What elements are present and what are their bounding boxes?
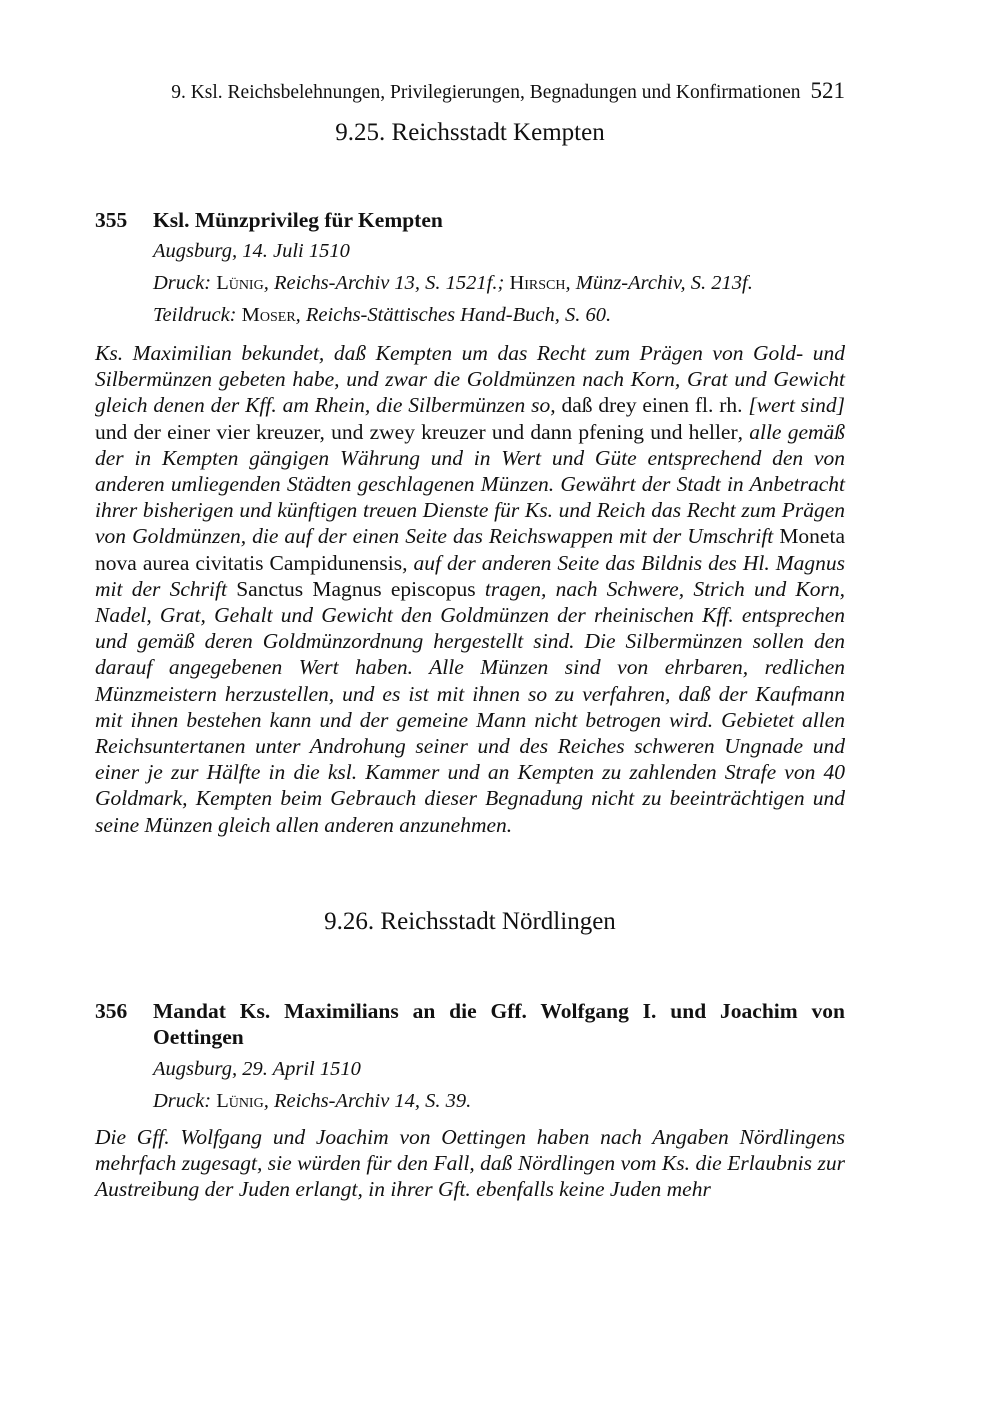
entry-regest-355 [95,340,845,838]
entry-heading-355 [95,207,845,233]
entry-place-date: Augsburg, 14. Juli 1510 [153,240,350,262]
entry-number: 356 [95,999,128,1023]
entry-regest-356: Die Gff. Wolfgang und Joachim von Oettingen haben nach Angaben Nördlingens mehrfach zugesagt, sie würden für den Fall, daß Nördlingen vom Ks. die Erlaubnis zur Austreibung der Juden erlangt, in ihrer Gft. ebenfalls keine Juden mehr [95,1125,845,1202]
entry-heading-356 [95,998,845,1050]
section-title-noerdlingen: 9.26. Reichsstadt Nördlingen [324,908,616,935]
druck-author: Lünig [216,1090,264,1112]
regest-text: , auf der anderen Seite das Bildnis des Hl. Magnus mit der Schrift [95,550,846,601]
regest-text: , alle gemäß der in Kempten gängigen Währung und in Wert und Güte entsprechend den von anderen umliegenden Städten geschlagenen Münzen. Gewährt der Stadt in Anbetracht ihrer bisherigen und künftigen treuen Dienste für Ks. und Reich das Recht zum Prägen von Goldmünzen, die auf der einen Seite das Reichswappen mit der Umschrift [95,419,846,549]
druck-label: Druck: [153,272,212,294]
druck-work: , Reichs-Archiv 14, S. 39. [263,1090,472,1112]
teildruck-label: Teildruck: [153,304,237,326]
druck-work: , Münz-Archiv, S. 213f. [565,272,753,294]
regest-text: Ks. Maximilian bekundet, daß Kempten um das Recht zum Prägen von Gold- und Silbermünzen gebeten habe, und zwar die Goldmünzen nach Korn, Grat und Gewicht gleich denen der Kff. am Rhein, die Silbermünzen so, [95,341,845,418]
running-head-text: 9. Ksl. Reichsbelehnungen, Privilegierungen, Begnadungen und Konfirmationen [171,82,801,103]
quoted-inscription: Sanctus Magnus episcopus [236,576,476,601]
entry-place-date: Augsburg, 29. April 1510 [153,1058,361,1080]
running-head [95,78,845,104]
entry-title: Ksl. Münzprivileg für Kempten [153,208,443,232]
druck-work: , Reichs-Archiv 13, S. 1521f.; [263,272,510,294]
page-number: 521 [810,78,845,103]
teildruck-author: Moser [241,304,296,326]
entry-number: 355 [95,208,128,232]
druck-author: Hirsch [509,272,566,294]
editorial-insertion: [wert sind] [748,393,845,418]
quoted-text: daß drey einen fl. rh. [561,393,749,418]
druck-author: Lünig [216,272,264,294]
teildruck-work: , Reichs-Stättisches Hand-Buch, S. 60. [295,304,612,326]
section-title-kempten: 9.25. Reichsstadt Kempten [335,119,605,146]
entry-druck [153,272,853,295]
entry-druck [153,1090,853,1113]
entry-title: Mandat Ks. Maximilians an die Gff. Wolfgang I. und Joachim von Oettingen [153,999,845,1049]
quoted-inscription: Moneta nova aurea civitatis Campidunensis [95,524,845,575]
entry-teildruck [153,304,853,327]
quoted-text: und der einer vier kreuzer, und zwey kreuzer und dann pfening und heller [95,419,738,444]
druck-label: Druck: [153,1090,212,1112]
regest-text: tragen, nach Schwere, Strich und Korn, Nadel, Grat, Gehalt und Gewicht den Goldmünzen der rheinischen Kff. entsprechen und gemäß deren Goldmünzordnung hergestellt sind. Die Silbermünzen sollen den darauf angegebenen Wert haben. Alle Münzen sind von ehrbaren, redlichen Münzmeistern herzustellen, und es ist mit ihnen so zu verfahren, daß der Kaufmann mit ihnen bestehen kann und der gemeine Mann nicht betrogen wird. Gebietet allen Reichsuntertanen unter Androhung seiner und des Reiches schweren Ungnade und einer je zur Hälfte in die ksl. Kammer und an Kempten zu zahlenden Strafe von 40 Goldmark, Kempten beim Gebrauch dieser Begnadung nicht zu beeinträchtigen und seine Münzen gleich allen anderen anzunehmen. [95,576,846,837]
